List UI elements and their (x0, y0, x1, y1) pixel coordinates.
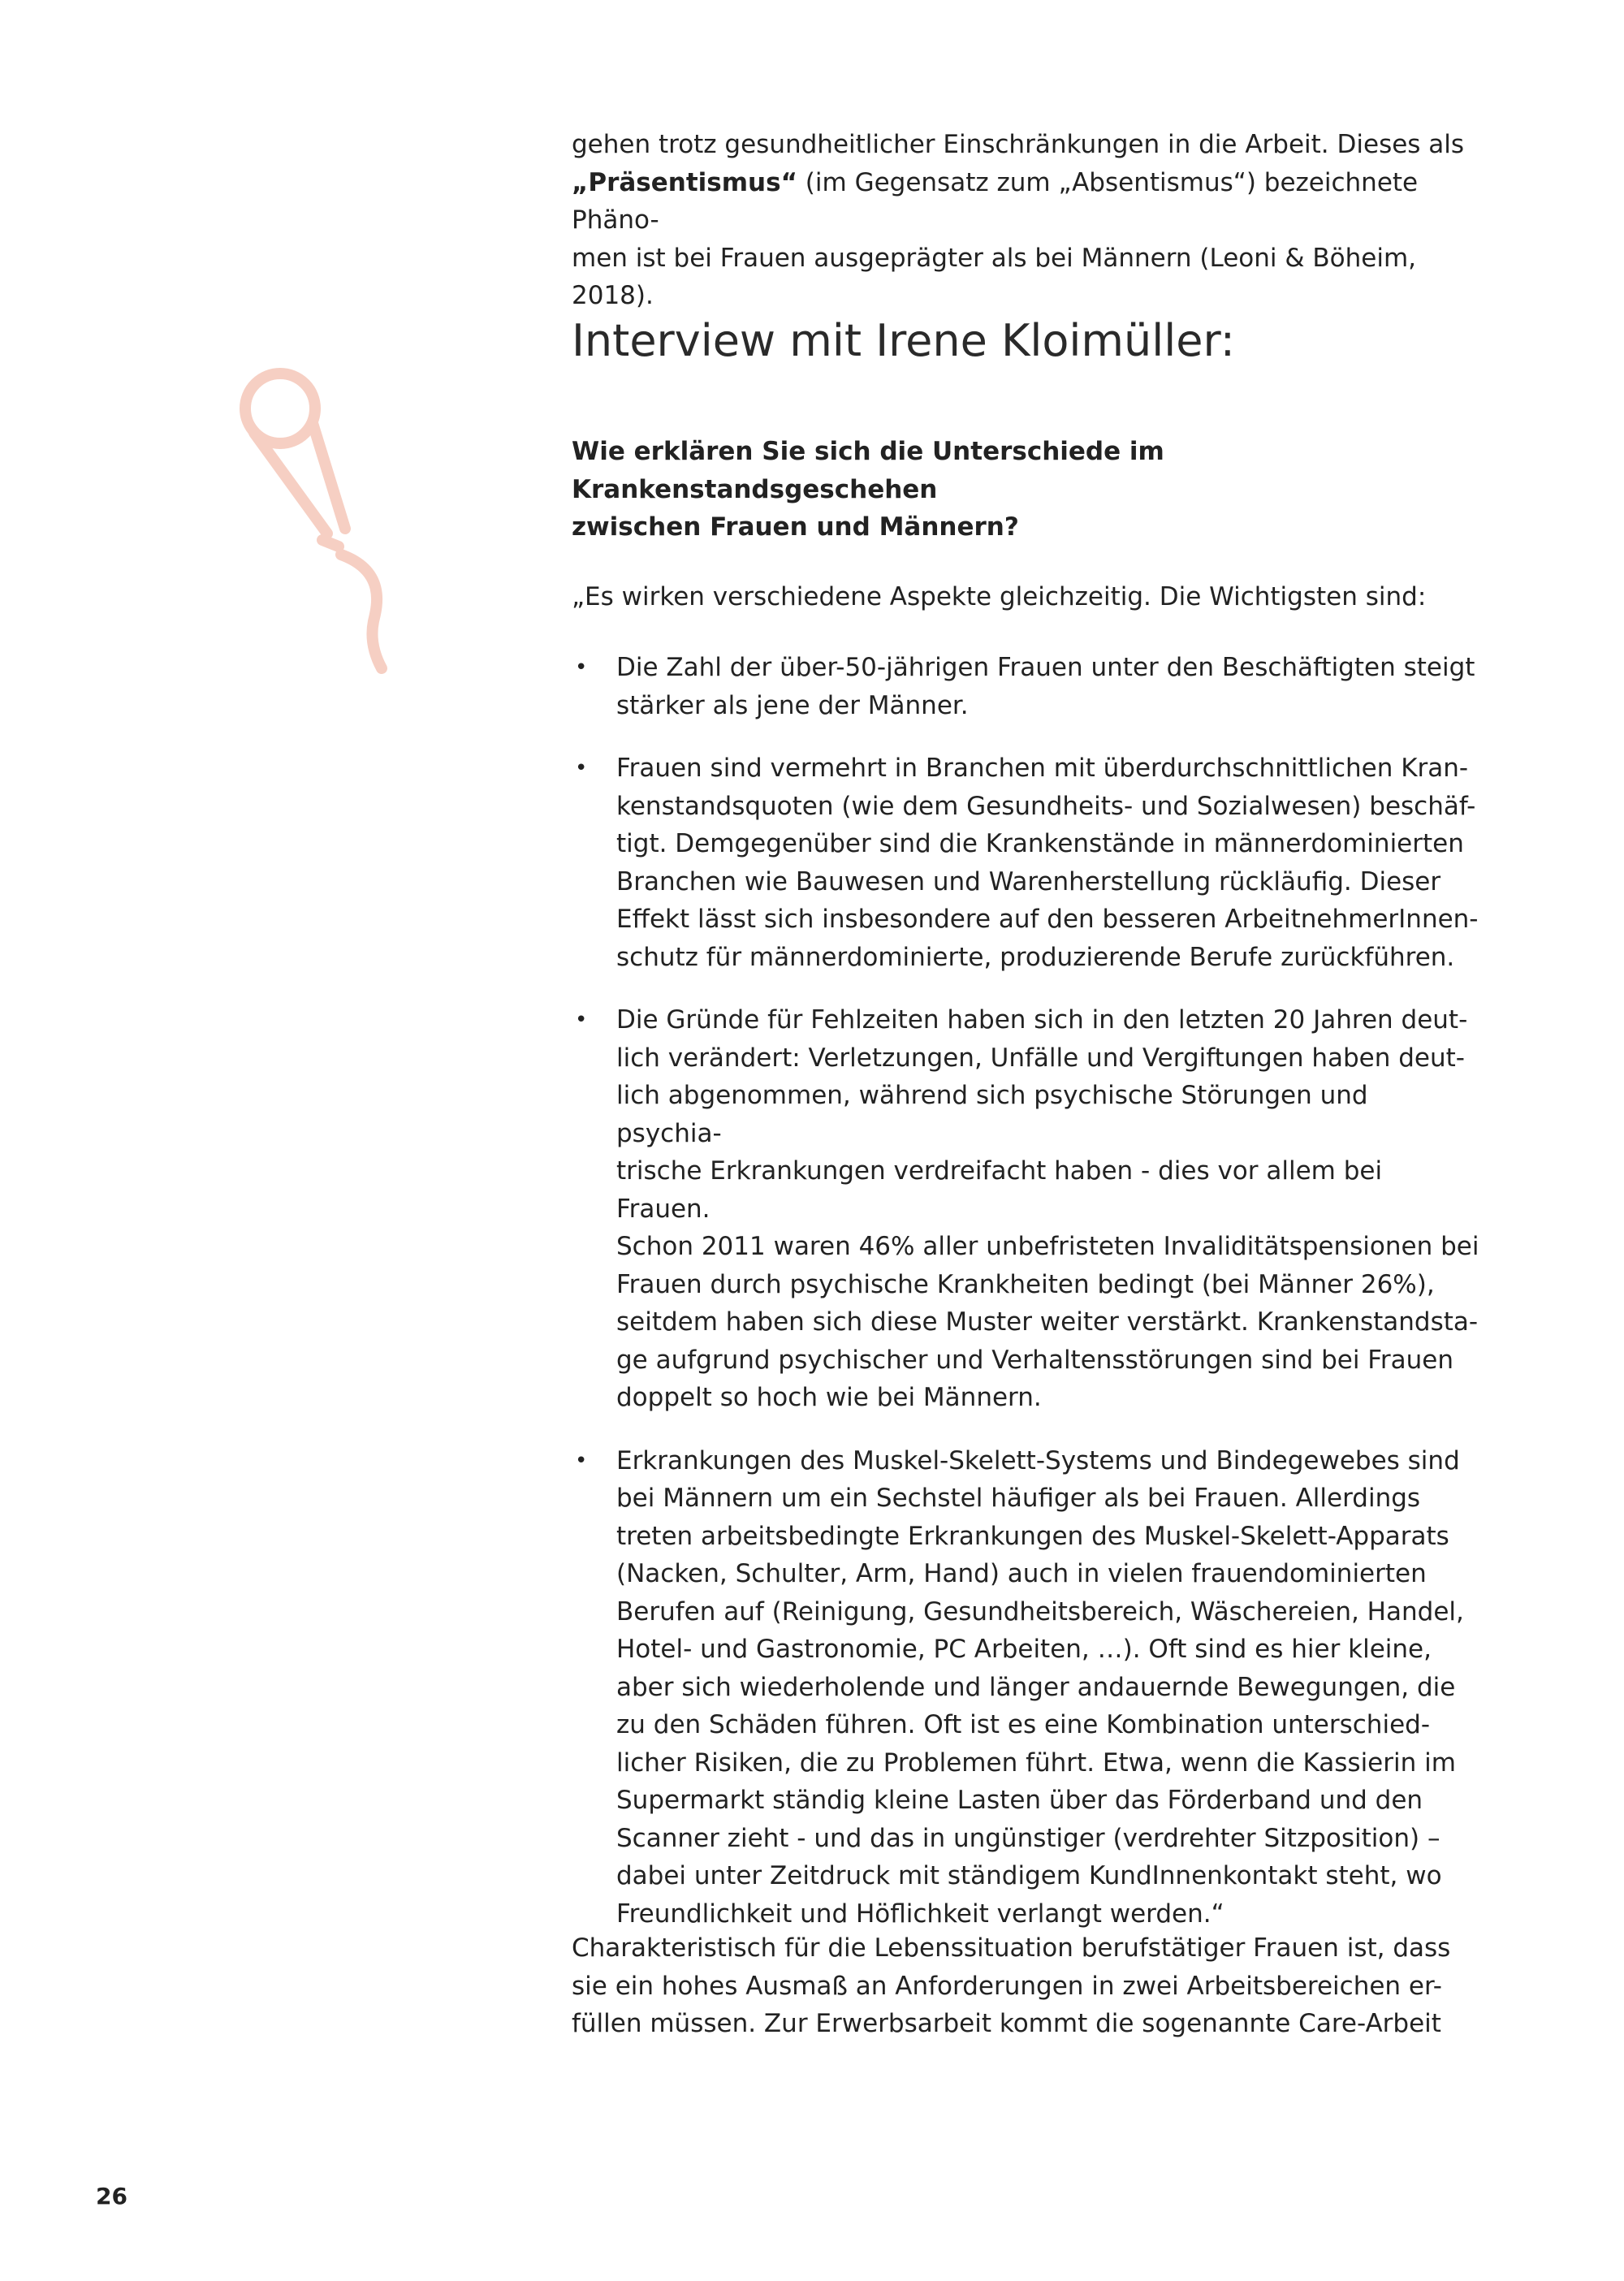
bullet-line: Erkrankungen des Muskel-Skelett-Systems und Bindegewebes sind (616, 1445, 1460, 1475)
bullet-line: Branchen wie Bauwesen und Warenherstellung rückläufig. Dieser (616, 866, 1441, 896)
top-paragraph-line: gehen trotz gesundheitlicher Einschränkungen in die Arbeit. Dieses als (572, 130, 1465, 159)
bullet-line: zu den Schäden führen. Oft ist es eine Kombination unterschied- (616, 1710, 1431, 1739)
microphone-icon (231, 361, 418, 678)
bullet-line: Die Gründe für Fehlzeiten haben sich in den letzten 20 Jahren deut- (616, 1005, 1468, 1035)
bullet-line: Schon 2011 waren 46% aller unbefristeten Invaliditätspensionen bei (616, 1232, 1479, 1261)
bullet-item (572, 750, 1481, 976)
page-number: 26 (96, 2183, 127, 2210)
answer-intro: „Es wirken verschiedene Aspekte gleichzeitig. Die Wichtigsten sind: (572, 582, 1427, 611)
bullet-line: schutz für männerdominierte, produzierende Berufe zurückführen. (616, 942, 1455, 972)
question-line: Wie erklären Sie sich die Unterschiede im Krankenstandsgeschehen (572, 437, 1164, 504)
bullet-line: Berufen auf (Reinigung, Gesundheitsbereich, Wäschereien, Handel, (616, 1596, 1464, 1627)
bullet-line: Frauen sind vermehrt in Branchen mit überdurchschnittlichen Kran- (616, 754, 1469, 783)
closing-line: sie ein hohes Ausmaß an Anforderungen in zwei Arbeitsbereichen er- (572, 1971, 1442, 2001)
interview-question (572, 433, 1481, 546)
bullet-line: aber sich wiederholende und länger andauernde Bewegungen, die (616, 1672, 1456, 1702)
bullet-line: tigt. Demgegenüber sind die Krankenstände in männerdominierten (616, 829, 1464, 858)
bullet-line: Frauen durch psychische Krankheiten bedingt (bei Männer 26%), (616, 1269, 1435, 1299)
bullet-line: stärker als jene der Männer. (616, 690, 969, 720)
bullet-line: lich abgenommen, während sich psychische Störungen und psychia- (616, 1081, 1368, 1148)
bullet-item (572, 649, 1481, 724)
closing-line: füllen müssen. Zur Erwerbsarbeit kommt die sogenannte Care-Arbeit (572, 2009, 1441, 2038)
question-line: zwischen Frauen und Männern? (572, 512, 1019, 542)
bold-term: „Präsentismus“ (572, 167, 797, 197)
bullet-line: Supermarkt ständig kleine Lasten über das Förderband und den (616, 1786, 1423, 1815)
bullet-line: ge aufgrund psychischer und Verhaltensstörungen sind bei Frauen (616, 1345, 1453, 1375)
bullet-line: kenstandsquoten (wie dem Gesundheits- und Sozialwesen) beschäf- (616, 791, 1476, 821)
bullet-line: Effekt lässt sich insbesondere auf den besseren ArbeitnehmerInnen- (616, 905, 1479, 934)
bullet-marker: • (575, 655, 588, 680)
closing-line: Charakteristisch für die Lebenssituation berufstätiger Frauen ist, dass (572, 1933, 1451, 1963)
bullet-line: Hotel- und Gastronomie, PC Arbeiten, …). Oft sind es hier kleine, (616, 1635, 1432, 1664)
top-paragraph (572, 126, 1481, 315)
interview-heading: Interview mit Irene Kloimüller: (572, 315, 1235, 366)
bullet-line: bei Männern um ein Sechstel häufiger als bei Frauen. Allerdings (616, 1484, 1421, 1513)
top-paragraph-line: men ist bei Frauen ausgeprägter als bei Männern (Leoni & Böheim, 2018). (572, 243, 1417, 310)
bullet-item (572, 1442, 1481, 1933)
bullet-line: Die Zahl der über-50-jährigen Frauen unter den Beschäftigten steigt (616, 653, 1475, 682)
bullet-line: lich verändert: Verletzungen, Unfälle und Vergiftungen haben deut- (616, 1043, 1465, 1073)
bullet-line: dabei unter Zeitdruck mit ständigem KundInnenkontakt steht, wo (616, 1861, 1442, 1890)
bullet-line: licher Risiken, die zu Problemen führt. Etwa, wenn die Kassierin im (616, 1747, 1456, 1778)
top-paragraph-line: (im Gegensatz zum „Absentismus“) bezeichnete Phäno- (572, 167, 1419, 235)
bullet-line: Freundlichkeit und Höflichkeit verlangt werden.“ (616, 1899, 1224, 1929)
bullet-marker: • (575, 756, 588, 780)
bullet-item (572, 1001, 1481, 1417)
bullet-line: seitdem haben sich diese Muster weiter verstärkt. Krankenstandsta- (616, 1307, 1479, 1337)
bullet-marker: • (575, 1008, 588, 1032)
page-content (572, 126, 1481, 2038)
bullet-line: treten arbeitsbedingte Erkrankungen des Muskel-Skelett-Apparats (616, 1521, 1449, 1551)
bullet-line: Scanner zieht - und das in ungünstiger (verdrehter Sitzposition) – (616, 1823, 1440, 1853)
answer-bullet-list (572, 649, 1481, 1958)
closing-paragraph (572, 1929, 1481, 2043)
bullet-line: doppelt so hoch wie bei Männern. (616, 1383, 1042, 1412)
bullet-line: (Nacken, Schulter, Arm, Hand) auch in vielen frauendominierten (616, 1559, 1427, 1588)
bullet-marker: • (575, 1448, 588, 1473)
bullet-line: trische Erkrankungen verdreifacht haben - dies vor allem bei Frauen. (616, 1156, 1383, 1224)
